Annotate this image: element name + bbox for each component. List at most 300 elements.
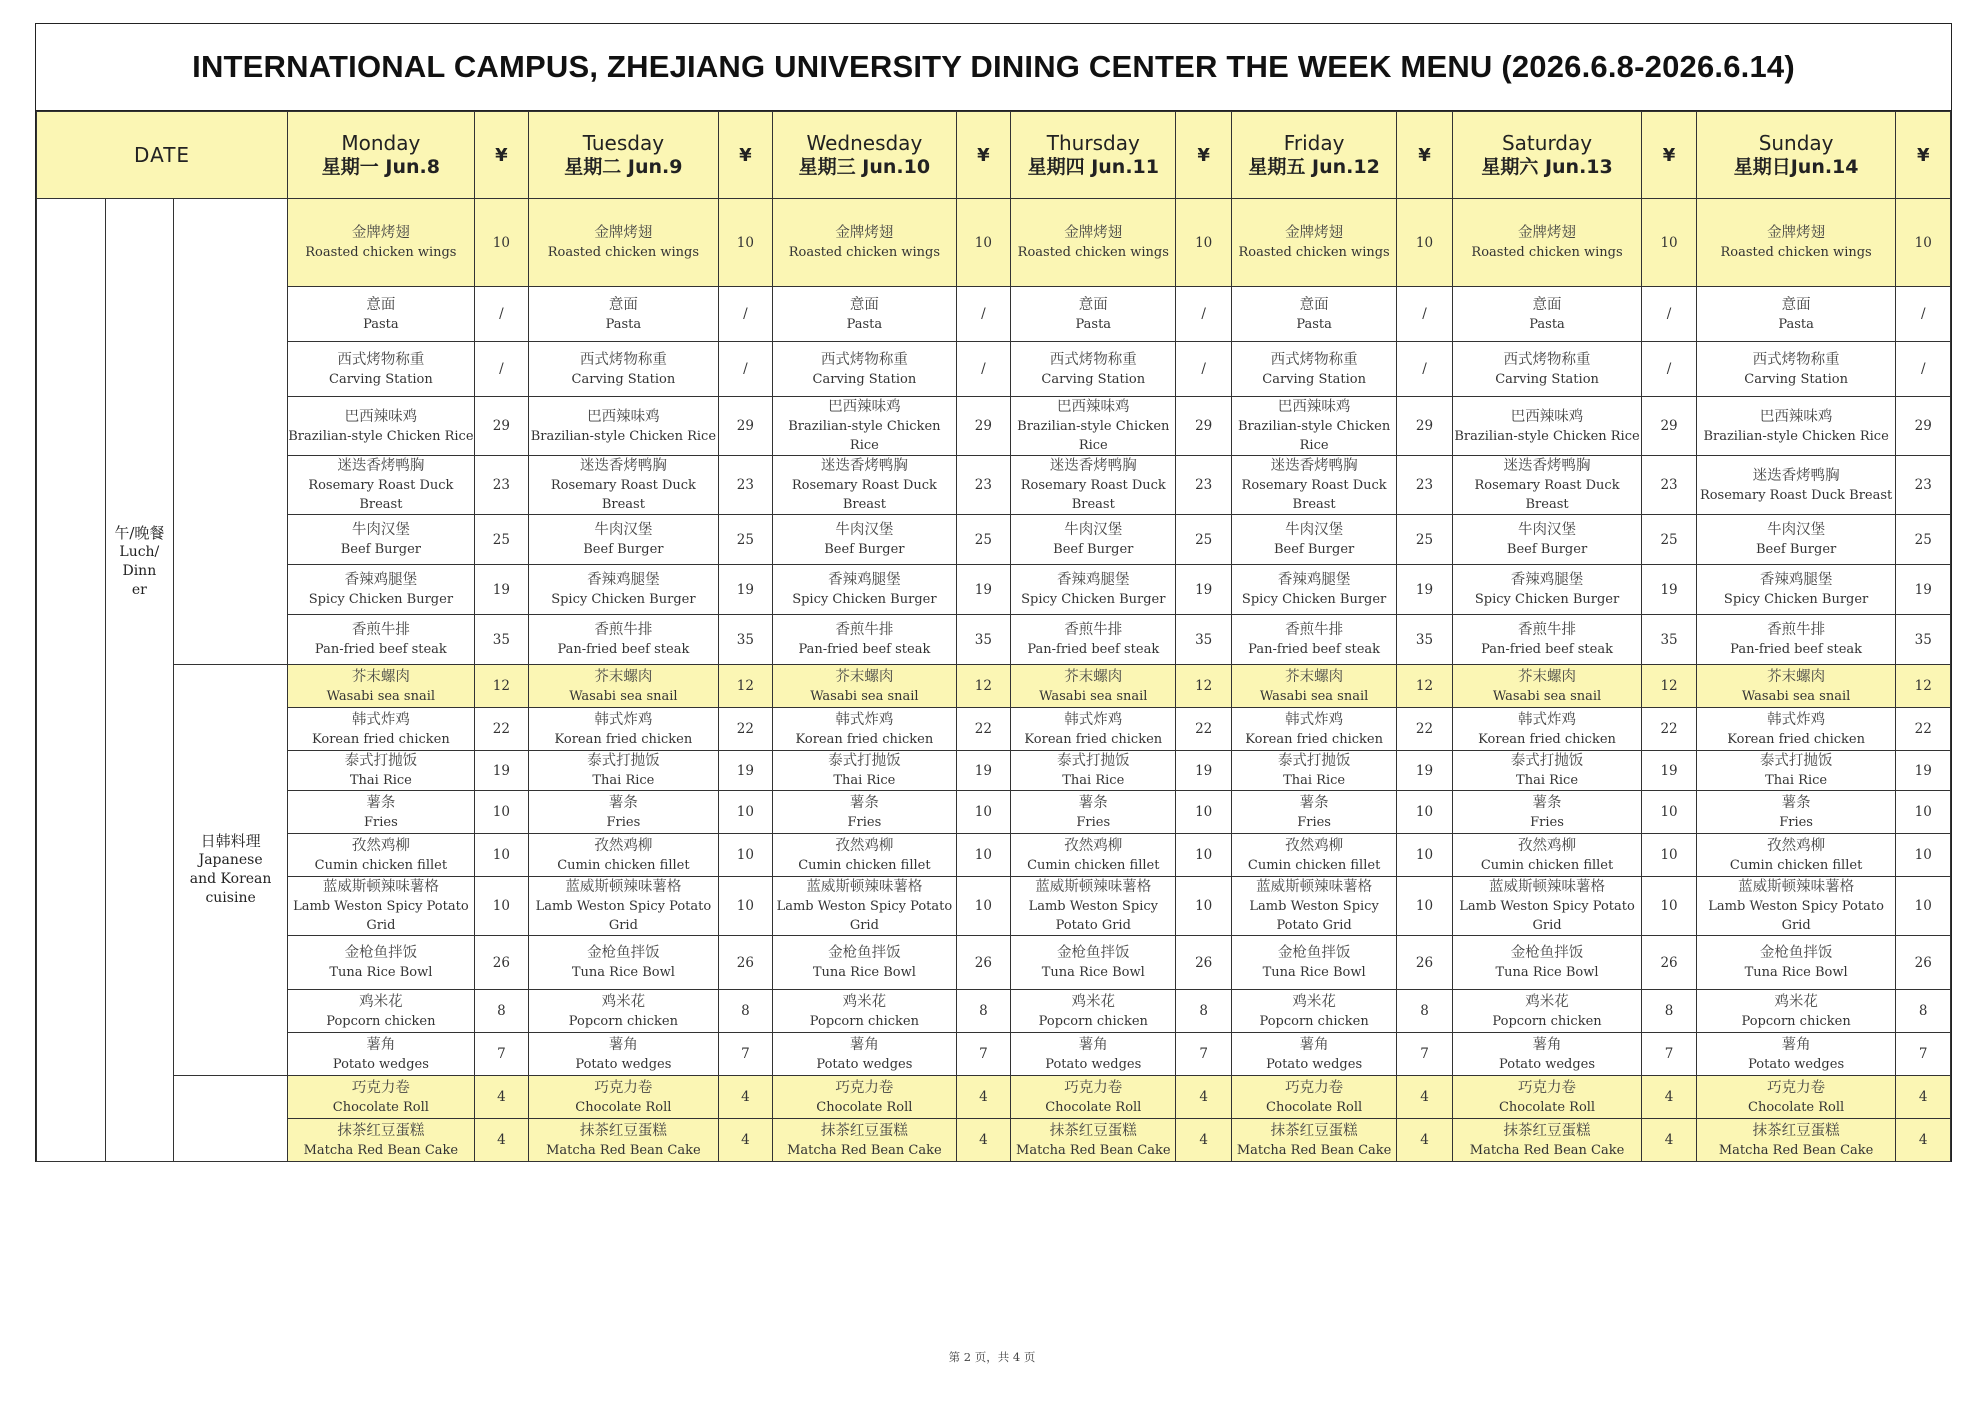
dish-cell [1696, 565, 1896, 615]
dish-name-zh: 蓝威斯顿辣味薯格 [806, 879, 923, 895]
dish-name-zh: 韩式炸鸡 [1064, 711, 1123, 728]
dish-name-zh: 牛肉汉堡 [1064, 522, 1123, 538]
menu-body [37, 199, 1951, 1162]
dish-name-zh: 鸡米花 [1525, 993, 1569, 1010]
dish-cell [1231, 1076, 1396, 1119]
dish-price: 22 [956, 708, 1010, 751]
dish-name-zh: 韩式炸鸡 [594, 711, 653, 728]
dish-name-en: Wasabi sea snail [1039, 688, 1148, 704]
dish-name-zh: 蓝威斯顿辣味薯格 [565, 879, 682, 895]
dish-price: 22 [1896, 708, 1951, 751]
dish-name-zh: 牛肉汉堡 [594, 522, 653, 538]
dish-name-zh: 意面 [1299, 296, 1329, 313]
dish-name-zh: 意面 [1078, 296, 1108, 313]
dish-cell [288, 565, 475, 615]
dish-price: 12 [1642, 665, 1696, 708]
dish-name-zh: 蓝威斯顿辣味薯格 [1256, 879, 1373, 895]
dish-cell [529, 1076, 719, 1119]
dish-cell [1696, 342, 1896, 397]
category-label-en: Japanese and Korean cuisine [189, 852, 272, 906]
dish-price: 35 [1176, 615, 1231, 665]
dish-cell [1011, 397, 1176, 456]
dish-name-en: Brazilian-style Chicken Rice [288, 428, 474, 444]
dish-name-zh: 牛肉汉堡 [351, 522, 410, 538]
dish-price: 12 [474, 665, 528, 708]
dish-cell [288, 834, 475, 877]
dish-name-zh: 金枪鱼拌饭 [1277, 945, 1351, 961]
dish-name-zh: 蓝威斯顿辣味薯格 [1489, 879, 1606, 895]
dish-cell [1452, 1076, 1642, 1119]
dish-price: 25 [1642, 515, 1696, 565]
dish-cell [773, 834, 957, 877]
dish-name-zh: 薯条 [1781, 794, 1811, 811]
dish-name-zh: 牛肉汉堡 [1767, 522, 1826, 538]
dish-name-en: Matcha Red Bean Cake [546, 1142, 701, 1158]
dish-cell [288, 515, 475, 565]
dish-cell [1452, 834, 1642, 877]
dish-name-en: Beef Burger [583, 542, 664, 557]
dish-price: 29 [474, 397, 528, 456]
dish-cell [773, 751, 957, 791]
dish-name-zh: 金牌烤翅 [1285, 225, 1344, 241]
dish-name-en: Korean fried chicken [1478, 731, 1616, 747]
menu-row [37, 877, 1951, 936]
dish-cell [288, 936, 475, 990]
dish-name-zh: 意面 [1781, 296, 1811, 313]
day-date: 星期三 Jun.10 [798, 156, 931, 178]
dish-price: 29 [1176, 397, 1231, 456]
dish-cell [529, 456, 719, 515]
dish-price: 10 [1176, 199, 1231, 287]
dish-name-zh: 香辣鸡腿堡 [1759, 572, 1833, 588]
dish-cell [529, 936, 719, 990]
dish-name-en: Spicy Chicken Burger [1723, 592, 1869, 607]
dish-name-en: Potato wedges [1748, 1056, 1845, 1072]
menu-row [37, 199, 1951, 287]
price-header: ¥ [474, 112, 528, 199]
dish-name-zh: 抹茶红豆蛋糕 [337, 1122, 425, 1139]
dish-cell [1452, 456, 1642, 515]
dish-price: 29 [718, 397, 772, 456]
dish-name-zh: 泰式打抛饭 [587, 753, 660, 769]
dish-name-en: Pasta [1778, 316, 1814, 332]
dish-cell [773, 791, 957, 834]
dish-price: 35 [718, 615, 772, 665]
dish-price: 10 [1176, 791, 1231, 834]
dish-name-zh: 蓝威斯顿辣味薯格 [1738, 879, 1855, 895]
dish-cell [1452, 665, 1642, 708]
dish-cell [1696, 1119, 1896, 1162]
dish-name-en: Rosemary Roast Duck Breast [1699, 487, 1893, 503]
dish-name-zh: 金牌烤翅 [1767, 225, 1826, 241]
dish-cell [529, 342, 719, 397]
dish-cell [1231, 665, 1396, 708]
dish-cell [1696, 287, 1896, 342]
dish-name-en: Spicy Chicken Burger [551, 592, 696, 607]
dish-cell [1452, 515, 1642, 565]
dish-price: 25 [1176, 515, 1231, 565]
dish-name-en: Brazilian-style Chicken Rice [530, 428, 717, 444]
dish-price: 10 [1397, 834, 1452, 877]
dish-name-zh: 鸡米花 [1292, 993, 1336, 1010]
dish-name-zh: 西式烤物称重 [820, 351, 908, 368]
dish-price: 10 [474, 199, 528, 287]
day-date: 星期四 Jun.11 [1027, 156, 1159, 178]
dish-name-en: Popcorn chicken [568, 1013, 678, 1029]
menu-sheet [35, 23, 1952, 1162]
dish-name-zh: 芥末螺肉 [594, 668, 653, 685]
dish-cell [1011, 456, 1176, 515]
dish-name-zh: 鸡米花 [359, 993, 403, 1010]
dish-name-en: Fries [1076, 814, 1111, 830]
dish-price: / [1896, 342, 1951, 397]
dish-cell [288, 397, 475, 456]
menu-row [37, 751, 1951, 791]
dish-name-en: Carving Station [1041, 371, 1146, 387]
dish-cell [1452, 990, 1642, 1033]
dish-name-en: Popcorn chicken [1038, 1013, 1148, 1029]
dish-name-en: Roasted chicken wings [788, 245, 940, 260]
dish-price: 8 [718, 990, 772, 1033]
dish-price: 7 [474, 1033, 528, 1076]
dish-name-zh: 牛肉汉堡 [1518, 522, 1577, 538]
dish-cell [773, 615, 957, 665]
dish-cell [1696, 665, 1896, 708]
dish-name-zh: 韩式炸鸡 [1767, 711, 1826, 728]
day-name: Tuesday [582, 131, 665, 155]
dish-price: 10 [718, 877, 772, 936]
price-header: ¥ [1642, 112, 1696, 199]
dish-name-en: Wasabi sea snail [1741, 688, 1851, 704]
dish-name-zh: 迷迭香烤鸭胸 [579, 458, 667, 474]
dish-name-zh: 抹茶红豆蛋糕 [820, 1122, 908, 1139]
dish-price: 22 [718, 708, 772, 751]
dish-name-zh: 韩式炸鸡 [1518, 711, 1577, 728]
price-header: ¥ [956, 112, 1010, 199]
dish-cell [1452, 751, 1642, 791]
dish-name-zh: 鸡米花 [1774, 993, 1818, 1010]
dish-name-zh: 泰式打抛饭 [344, 753, 418, 769]
dish-name-zh: 巧克力卷 [1767, 1079, 1826, 1096]
dish-name-zh: 薯角 [1532, 1036, 1562, 1053]
dish-price: 26 [1896, 936, 1951, 990]
date-header: DATE [37, 112, 288, 199]
dish-name-en: Thai Rice [1062, 773, 1125, 788]
dish-name-en: Tuna Rice Bowl [1495, 965, 1599, 980]
dish-name-en: Spicy Chicken Burger [1241, 592, 1387, 607]
dish-name-zh: 迷迭香烤鸭胸 [1049, 458, 1137, 474]
day-date: 星期二 Jun.9 [564, 156, 683, 178]
dish-cell [1452, 936, 1642, 990]
dish-price: 10 [1896, 834, 1951, 877]
dish-price: 8 [1896, 990, 1951, 1033]
dish-cell [773, 397, 957, 456]
dish-name-en: Thai Rice [833, 773, 896, 788]
dish-price: 19 [474, 751, 528, 791]
dish-cell [288, 1076, 475, 1119]
dish-name-zh: 香辣鸡腿堡 [344, 572, 418, 588]
dish-cell [1452, 877, 1642, 936]
dish-name-en: Wasabi sea snail [1259, 688, 1369, 704]
dish-name-en: Lamb Weston Spicy Potato Grid [535, 899, 712, 933]
dish-name-en: Korean fried chicken [1245, 731, 1383, 747]
dish-price: 10 [474, 877, 528, 936]
dish-name-zh: 薯条 [849, 794, 879, 811]
dish-name-en: Pan-fried beef steak [1481, 642, 1613, 657]
blank-column [37, 199, 106, 1162]
meal-label-en: Luch/Dinner [119, 544, 160, 598]
dish-name-zh: 鸡米花 [842, 993, 887, 1010]
dish-price: 26 [1397, 936, 1452, 990]
dish-name-en: Korean fried chicken [312, 731, 450, 747]
dish-name-zh: 薯角 [608, 1036, 638, 1053]
dish-cell [1011, 342, 1176, 397]
dish-price: 19 [1896, 565, 1951, 615]
dish-name-en: Pan-fried beef steak [557, 642, 690, 657]
dish-price: 7 [1896, 1033, 1951, 1076]
dish-name-zh: 泰式打抛饭 [1510, 753, 1584, 769]
dish-price: 10 [1642, 199, 1696, 287]
dish-name-en: Fries [363, 814, 398, 830]
dish-cell [1231, 877, 1396, 936]
dish-name-zh: 薯条 [608, 794, 638, 811]
dish-price: 10 [1896, 791, 1951, 834]
dish-name-en: Lamb Weston Spicy Potato Grid [1459, 899, 1635, 933]
dish-name-zh: 芥末螺肉 [1518, 668, 1577, 685]
dish-cell [1231, 342, 1396, 397]
dish-name-en: Korean fried chicken [554, 731, 693, 747]
dish-price: 35 [474, 615, 528, 665]
dish-name-en: Chocolate Roll [1498, 1099, 1596, 1115]
dish-price: 4 [1642, 1076, 1696, 1119]
dish-name-zh: 巴西辣味鸡 [1759, 408, 1833, 425]
dish-name-en: Beef Burger [1755, 542, 1837, 557]
menu-row [37, 791, 1951, 834]
dish-price: 10 [956, 199, 1010, 287]
dish-name-zh: 西式烤物称重 [1503, 351, 1591, 368]
dish-cell [288, 791, 475, 834]
dish-name-en: Thai Rice [349, 773, 412, 788]
dish-cell [529, 1119, 719, 1162]
dish-name-zh: 巧克力卷 [351, 1079, 410, 1096]
dish-name-zh: 巧克力卷 [1064, 1079, 1123, 1096]
dish-price: 10 [718, 199, 772, 287]
dish-cell [1231, 708, 1396, 751]
dish-cell [1452, 199, 1642, 287]
dish-cell [1696, 936, 1896, 990]
dish-name-en: Matcha Red Bean Cake [787, 1142, 942, 1158]
dish-name-zh: 蓝威斯顿辣味薯格 [322, 879, 439, 895]
dish-price: 23 [1642, 456, 1696, 515]
dish-name-en: Carving Station [329, 371, 433, 387]
dish-cell [529, 199, 719, 287]
dish-name-en: Spicy Chicken Burger [1474, 592, 1620, 607]
dish-cell [529, 751, 719, 791]
dish-name-en: Pasta [846, 316, 883, 332]
category-cell [174, 1076, 288, 1162]
dish-name-zh: 薯角 [366, 1036, 396, 1053]
dish-name-zh: 迷迭香烤鸭胸 [1270, 458, 1358, 474]
dish-name-zh: 金牌烤翅 [835, 225, 894, 241]
dish-cell [288, 751, 475, 791]
menu-table [36, 111, 1951, 1162]
dish-cell [1452, 397, 1642, 456]
dish-cell [1011, 287, 1176, 342]
dish-price: 23 [718, 456, 772, 515]
dish-price: / [718, 287, 772, 342]
dish-cell [1231, 936, 1396, 990]
dish-name-en: Beef Burger [1053, 542, 1134, 557]
dish-name-zh: 泰式打抛饭 [828, 753, 901, 769]
dish-name-en: Pan-fried beef steak [1027, 642, 1160, 657]
dish-cell [529, 877, 719, 936]
dish-price: 4 [956, 1119, 1010, 1162]
dish-name-en: Roasted chicken wings [1238, 245, 1390, 260]
dish-price: 35 [1397, 615, 1452, 665]
day-name: Sunday [1758, 131, 1834, 155]
dish-name-en: Rosemary Roast Duck Breast [1020, 478, 1166, 512]
dish-price: / [474, 342, 528, 397]
dish-name-zh: 芥末螺肉 [835, 668, 894, 685]
dish-cell [1231, 397, 1396, 456]
dish-price: 19 [1176, 565, 1231, 615]
dish-price: 4 [956, 1076, 1010, 1119]
dish-cell [529, 565, 719, 615]
dish-cell [773, 456, 957, 515]
dish-name-en: Potato wedges [816, 1056, 913, 1072]
dish-price: 4 [474, 1076, 528, 1119]
dish-cell [773, 1119, 957, 1162]
day-name: Thursday [1046, 131, 1140, 155]
dish-name-en: Potato wedges [575, 1056, 672, 1072]
dish-name-en: Roasted chicken wings [1471, 245, 1623, 260]
dish-price: 23 [1896, 456, 1951, 515]
dish-name-zh: 孜然鸡柳 [1064, 837, 1123, 854]
dish-name-en: Popcorn chicken [809, 1013, 919, 1029]
dish-price: 10 [1397, 877, 1452, 936]
dish-price: 10 [1642, 877, 1696, 936]
dish-name-zh: 意面 [366, 296, 396, 313]
dish-price: 19 [474, 565, 528, 615]
dish-price: 25 [718, 515, 772, 565]
dish-cell [773, 515, 957, 565]
dish-cell [1011, 834, 1176, 877]
dish-name-zh: 薯角 [849, 1036, 879, 1053]
dish-price: 25 [1397, 515, 1452, 565]
dish-name-zh: 西式烤物称重 [337, 351, 425, 368]
dish-cell [1011, 665, 1176, 708]
dish-cell [288, 1033, 475, 1076]
dish-cell [1452, 287, 1642, 342]
dish-name-zh: 薯条 [1078, 794, 1108, 811]
dish-price: 12 [718, 665, 772, 708]
menu-row [37, 990, 1951, 1033]
dish-name-zh: 西式烤物称重 [1752, 351, 1840, 368]
dish-name-en: Brazilian-style Chicken Rice [1703, 428, 1889, 444]
dish-name-en: Spicy Chicken Burger [792, 592, 937, 607]
dish-cell [288, 877, 475, 936]
dish-cell [1011, 791, 1176, 834]
dish-name-en: Tuna Rice Bowl [1262, 965, 1366, 980]
dish-cell [1452, 1119, 1642, 1162]
dish-price: 10 [1397, 791, 1452, 834]
dish-cell [529, 791, 719, 834]
dish-cell [1231, 990, 1396, 1033]
dish-name-zh: 巧克力卷 [835, 1079, 894, 1096]
dish-name-en: Lamb Weston Spicy Potato Grid [1028, 899, 1158, 933]
day-header [288, 112, 475, 199]
dish-cell [529, 708, 719, 751]
dish-name-en: Potato wedges [332, 1056, 429, 1072]
dish-cell [1011, 877, 1176, 936]
dish-price: / [1642, 342, 1696, 397]
dish-price: 10 [718, 834, 772, 877]
dish-cell [288, 1119, 475, 1162]
dish-name-en: Lamb Weston Spicy Potato Grid [1708, 899, 1884, 933]
dish-cell [1231, 791, 1396, 834]
dish-name-en: Cumin chicken fillet [1480, 857, 1614, 873]
dish-name-zh: 金牌烤翅 [1064, 225, 1123, 241]
dish-price: 26 [1642, 936, 1696, 990]
dish-price: 25 [474, 515, 528, 565]
dish-name-en: Cumin chicken fillet [798, 857, 931, 873]
dish-price: 8 [1397, 990, 1452, 1033]
dish-name-zh: 金枪鱼拌饭 [1510, 945, 1584, 961]
dish-name-zh: 泰式打抛饭 [1057, 753, 1130, 769]
dish-price: 10 [718, 791, 772, 834]
dish-price: 12 [1397, 665, 1452, 708]
dish-price: 25 [956, 515, 1010, 565]
dish-name-zh: 金牌烤翅 [351, 225, 410, 241]
day-header [1452, 112, 1642, 199]
dish-cell [773, 1076, 957, 1119]
dish-name-en: Potato wedges [1045, 1056, 1142, 1072]
dish-price: 25 [1896, 515, 1951, 565]
dish-cell [1452, 1033, 1642, 1076]
dish-name-en: Cumin chicken fillet [557, 857, 690, 873]
dish-name-en: Pan-fried beef steak [1248, 642, 1381, 657]
dish-cell [773, 665, 957, 708]
dish-cell [1011, 199, 1176, 287]
dish-name-en: Wasabi sea snail [810, 688, 919, 704]
dish-name-zh: 韩式炸鸡 [351, 711, 410, 728]
dish-cell [773, 1033, 957, 1076]
dish-price: 35 [1642, 615, 1696, 665]
dish-cell [529, 287, 719, 342]
dish-price: 26 [1176, 936, 1231, 990]
dish-price: 4 [1642, 1119, 1696, 1162]
dish-name-en: Beef Burger [824, 542, 905, 557]
dish-name-en: Spicy Chicken Burger [308, 592, 454, 607]
dish-name-en: Fries [606, 814, 641, 830]
dish-cell [1231, 456, 1396, 515]
dish-price: 29 [1642, 397, 1696, 456]
dish-price: 19 [956, 565, 1010, 615]
dish-name-en: Brazilian-style Chicken Rice [788, 419, 941, 453]
dish-price: / [1176, 287, 1231, 342]
menu-row [37, 1076, 1951, 1119]
dish-cell [1231, 751, 1396, 791]
dish-cell [1011, 708, 1176, 751]
dish-cell [1011, 1076, 1176, 1119]
dish-name-en: Pasta [605, 316, 642, 332]
dish-price: 22 [1176, 708, 1231, 751]
dish-name-en: Pasta [1296, 316, 1332, 332]
dish-price: 10 [1642, 834, 1696, 877]
dish-name-en: Cumin chicken fillet [314, 857, 448, 873]
dish-name-zh: 香煎牛排 [594, 622, 653, 638]
dish-name-en: Lamb Weston Spicy Potato Grid [1249, 899, 1379, 933]
